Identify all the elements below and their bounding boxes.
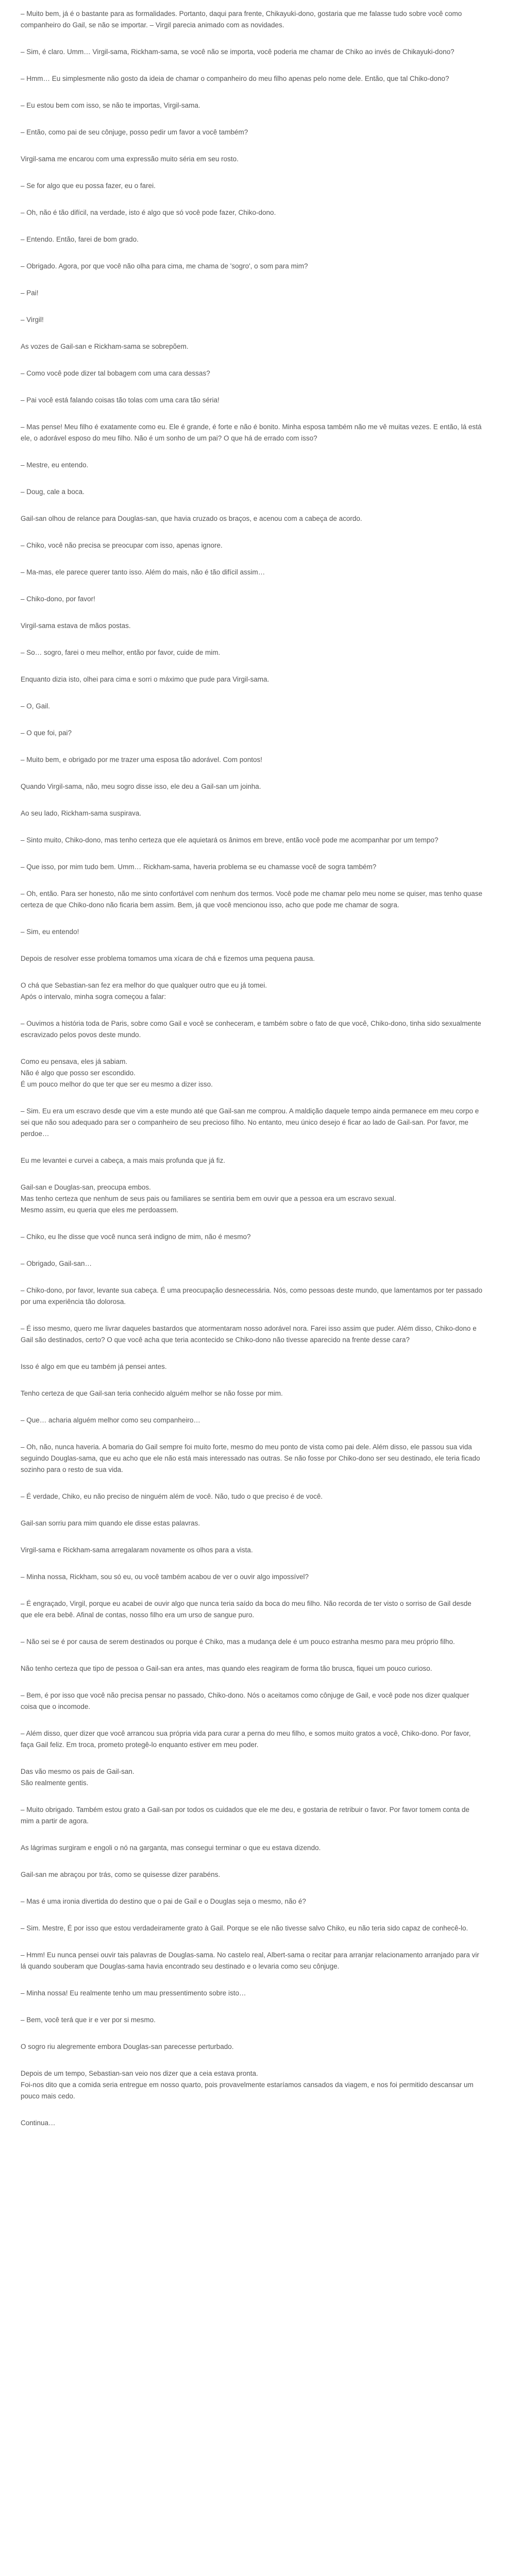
story-paragraph: – Chiko, você não precisa se preocupar com isso, apenas ignore. [21,541,223,549]
story-paragraph: As lágrimas surgiram e engoli o nó na garganta, mas consegui terminar o que eu estava dizendo. [21,1844,321,1852]
story-paragraph: As vozes de Gail-san e Rickham-sama se sobrepõem. [21,343,189,350]
story-paragraph: – Como você pode dizer tal bobagem com uma cara dessas? [21,369,210,377]
story-paragraph: – Obrigado, Gail-san… [21,1260,92,1267]
story-paragraph: – Chiko, eu lhe disse que você nunca será indigno de mim, não é mesmo? [21,1233,251,1241]
story-paragraph: – Sim, é claro. Umm… Virgil-sama, Rickham-sama, se você não se importa, você poderia me chamar de Chiko ao invés de Chikayuki-dono? [21,48,454,56]
story-paragraph: – Bem, você terá que ir e ver por si mesmo. [21,2016,156,2024]
story-paragraph: – Eu estou bem com isso, se não te importas, Virgil-sama. [21,101,200,109]
story-paragraph: O sogro riu alegremente embora Douglas-san parecesse perturbado. [21,2043,234,2050]
story-paragraph: – Mas é uma ironia divertida do destino que o pai de Gail e o Douglas seja o mesmo, não é? [21,1897,306,1905]
story-paragraph: – Não sei se é por causa de serem destinados ou porque é Chiko, mas a mudança dele é um pouco estranha mesmo para meu próprio filho. [21,1638,455,1646]
story-paragraph: Gail-san sorriu para mim quando ele disse estas palavras. [21,1519,200,1527]
story-paragraph: – Chiko-dono, por favor! [21,595,95,603]
story-paragraph: Quando Virgil-sama, não, meu sogro disse isso, ele deu a Gail-san um joinha. [21,783,261,790]
story-paragraph: – Muito bem, já é o bastante para as formalidades. Portanto, daqui para frente, Chikayuki-dono, gostaria que me falasse tudo sobre você como companheiro do Gail, se não se importar. – Virgil parecia animado com as novidades. [21,10,462,29]
story-paragraph: – Que isso, por mim tudo bem. Umm… Rickham-sama, haveria problema se eu chamasse você de sogra também? [21,863,377,871]
story-paragraph: Não tenho certeza que tipo de pessoa o Gail-san era antes, mas quando eles reagiram de forma tão brusca, fiquei um pouco curioso. [21,1665,432,1672]
story-paragraph: – Mas pense! Meu filho é exatamente como eu. Ele é grande, é forte e não é bonito. Minha esposa também não me vê muitas vezes. E então, lá está ele, o adorável esposo do meu filho. Não é um sonho de um pai? O que há de errado com isso? [21,423,482,442]
story-paragraph: – É engraçado, Virgil, porque eu acabei de ouvir algo que nunca teria saído da boca do meu filho. Não recorda de ter visto o sorriso de Gail desde que ele era bebê. Afinal de contas, nosso filho era um urso de sangue puro. [21,1600,472,1619]
story-paragraph: – Chiko-dono, por favor, levante sua cabeça. É uma preocupação desnecessária. Nós, como pessoas deste mundo, que lamentamos por ter passado por uma experiência tão dolorosa. [21,1286,483,1306]
story-paragraph: Enquanto dizia isto, olhei para cima e sorri o máximo que pude para Virgil-sama. [21,675,270,683]
story-paragraph: – Entendo. Então, farei de bom grado. [21,235,139,243]
story-paragraph: Depois de um tempo, Sebastian-san veio nos dizer que a ceia estava pronta. Foi-nos dito que a comida seria entregue em nosso quarto, pois provavelmente estaríamos cansados da viagem, e nos foi permitido descansar um pouco mais cedo. [21,2070,474,2100]
story-paragraph: – Minha nossa, Rickham, sou só eu, ou você também acabou de ver o ouvir algo impossível? [21,1573,309,1581]
story-paragraph: – Oh, não, nunca haveria. A bomaria do Gail sempre foi muito forte, mesmo do meu ponto de vista como pai dele. Além disso, ele passou sua vida seguindo Douglas-sama, que eu acho que ele não está mais interessado nas outras. Se não fosse por Chiko-dono ser seu destinado, ele teria ficado sozinho para o resto de sua vida. [21,1443,480,1473]
story-paragraph: Virgil-sama me encarou com uma expressão muito séria em seu rosto. [21,155,239,163]
story-paragraph: Tenho certeza de que Gail-san teria conhecido alguém melhor se não fosse por mim. [21,1389,283,1397]
story-paragraph: – Sim. Eu era um escravo desde que vim a este mundo até que Gail-san me comprou. A maldição daquele tempo ainda permanece em meu corpo e sei que não sou adequado para ser o companheiro de seu precioso filho. No entanto, meu único desejo é ficar ao lado de Gail-san. Por favor, me perdoe… [21,1107,479,1138]
story-paragraph: – Pai! [21,289,39,297]
story-paragraph: Das vão mesmo os pais de Gail-san. São realmente gentis. [21,1768,134,1787]
story-paragraph: – Sim. Mestre, É por isso que estou verdadeiramente grato à Gail. Porque se ele não tivesse salvo Chiko, eu não teria sido capaz de conhecê-lo. [21,1924,468,1932]
story-paragraph: Eu me levantei e curvei a cabeça, a mais mais profunda que já fiz. [21,1157,225,1164]
story-paragraph: – Bem, é por isso que você não precisa pensar no passado, Chiko-dono. Nós o aceitamos como cônjuge de Gail, e você pode nos dizer qualquer coisa que o incomode. [21,1691,469,1710]
story-paragraph: Depois de resolver esse problema tomamos uma xícara de chá e fizemos uma pequena pausa. [21,955,315,962]
story-paragraph: – So… sogro, farei o meu melhor, então por favor, cuide de mim. [21,649,221,656]
story-paragraph: – Além disso, quer dizer que você arrancou sua própria vida para curar a perna do meu filho, e somos muito gratos a você, Chiko-dono. Por favor, faça Gail feliz. Em troca, prometo protegê-lo enquanto estiver em meu poder. [21,1730,471,1749]
story-paragraph: – Muito bem, e obrigado por me trazer uma esposa tão adorável. Com pontos! [21,756,262,764]
story-paragraph: O chá que Sebastian-san fez era melhor do que qualquer outro que eu já tomei. Após o intervalo, minha sogra começou a falar: [21,981,267,1001]
story-paragraph: Gail-san e Douglas-san, preocupa embos. Mas tenho certeza que nenhum de seus pais ou familiares se sentiria bem em ouvir que a pessoa era um escravo sexual. Mesmo assim, eu queria que eles me perdoassem. [21,1183,396,1214]
story-paragraph: Ao seu lado, Rickham-sama suspirava. [21,809,142,817]
story-paragraph: – Oh, não é tão difícil, na verdade, isto é algo que só você pode fazer, Chiko-dono. [21,209,276,216]
story-paragraph: – Ouvimos a história toda de Paris, sobre como Gail e você se conheceram, e também sobre o fato de que você, Chiko-dono, tinha sido sexualmente escravizado pelos povos deste mundo. [21,1020,481,1039]
story-paragraph: – Muito obrigado. Também estou grato a Gail-san por todos os cuidados que ele me deu, e gostaria de retribuir o favor. Por favor tomem conta de mim a partir de agora. [21,1806,469,1825]
story-paragraph: – Pai você está falando coisas tão tolas com uma cara tão séria! [21,396,220,404]
story-paragraph: – Hmm! Eu nunca pensei ouvir tais palavras de Douglas-sama. No castelo real, Albert-sama o recitar para arranjar relacionamento arranjado para vir lá quando souberam que Douglas-sama havia encontrado seu destinado e o levaria como seu cônjuge. [21,1951,479,1970]
story-paragraph: – Obrigado. Agora, por que você não olha para cima, me chama de 'sogro', o som para mim? [21,262,308,270]
story-paragraph: – É isso mesmo, quero me livrar daqueles bastardos que atormentaram nosso adorável nora. Farei isso assim que puder. Além disso, Chiko-dono e Gail são destinados, certo? O que você acha que teria acontecido se Chiko-dono não tivesse aparecido na frente desse cara? [21,1325,477,1344]
story-paragraph: – O que foi, pai? [21,729,72,737]
story-paragraph: – Minha nossa! Eu realmente tenho um mau pressentimento sobre isto… [21,1989,246,1997]
story-paragraph: Gail-san olhou de relance para Douglas-san, que havia cruzado os braços, e acenou com a cabeça de acordo. [21,515,362,522]
story-continues: Continua… [21,2119,56,2127]
story-paragraph: – Hmm… Eu simplesmente não gosto da ideia de chamar o companheiro do meu filho apenas pelo nome dele. Então, que tal Chiko-dono? [21,75,449,82]
story-paragraph: Como eu pensava, eles já sabiam. Não é algo que posso ser escondido. É um pouco melhor do que ter que ser eu mesmo a dizer isso. [21,1058,213,1088]
story-paragraph: – Que… acharia alguém melhor como seu companheiro… [21,1416,200,1424]
story-paragraph: Virgil-sama e Rickham-sama arregalaram novamente os olhos para a vista. [21,1546,253,1554]
story-paragraph: – Oh, então. Para ser honesto, não me sinto confortável com nenhum dos termos. Você pode me chamar pelo meu nome se quiser, mas tenho quase certeza de que Chiko-dono não ficaria bem assim. Bem, já que você mencionou isso, acho que pode me chamar de sogra. [21,890,483,909]
story-paragraph: Gail-san me abraçou por trás, como se quisesse dizer parabéns. [21,1871,221,1878]
story-paragraph: – O, Gail. [21,702,50,710]
story-paragraph: Isso é algo em que eu também já pensei antes. [21,1363,167,1370]
story-paragraph: Virgil-sama estava de mãos postas. [21,622,131,630]
story-paragraph: – Se for algo que eu possa fazer, eu o farei. [21,182,156,190]
story-paragraph: – Ma-mas, ele parece querer tanto isso. Além do mais, não é tão difícil assim… [21,568,265,576]
story-paragraph: – É verdade, Chiko, eu não preciso de ninguém além de você. Não, tudo o que preciso é de você. [21,1493,323,1500]
story-paragraph: – Virgil! [21,316,44,324]
story-paragraph: – Então, como pai de seu cônjuge, posso pedir um favor a você também? [21,128,248,136]
story-paragraph: – Mestre, eu entendo. [21,461,89,469]
story-paragraph: – Sim, eu entendo! [21,928,79,936]
story-paragraph: – Doug, cale a boca. [21,488,85,496]
story-paragraph: – Sinto muito, Chiko-dono, mas tenho certeza que ele aquietará os ânimos em breve, então você pode me acompanhar por um tempo? [21,836,439,844]
